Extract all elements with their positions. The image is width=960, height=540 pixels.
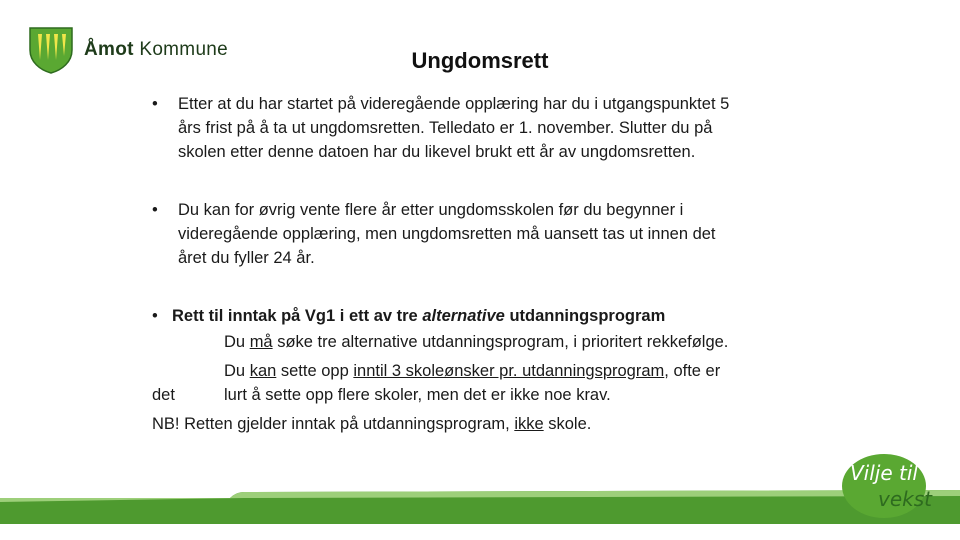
bullet-line: Du kan for øvrig vente flere år etter ungdomsskolen før du begynner i	[178, 201, 684, 219]
bullet3-emphasis: alternative	[422, 307, 505, 325]
detail-line-1	[224, 333, 728, 352]
detail-underline: kan	[249, 362, 277, 380]
detail-line-3a: det	[152, 386, 175, 404]
footer-wave	[0, 490, 960, 524]
bullet-line: året du fyller 24 år.	[178, 249, 315, 267]
detail-line-3b: lurt å sette opp flere skoler, men det er ikke noe krav.	[224, 386, 611, 404]
badge-text-line2: vekst	[878, 487, 932, 511]
bullet-line: skolen etter denne datoen har du likevel brukt ett år av ungdomsretten.	[178, 143, 696, 161]
vilje-til-vekst-badge	[840, 450, 950, 527]
detail-text: Du	[224, 333, 250, 351]
detail-text: skole.	[543, 415, 592, 433]
detail-underline: inntil 3 skoleønsker pr. utdanningsprogram	[353, 362, 665, 380]
bullet-item	[152, 198, 716, 270]
bullet-dot: •	[152, 201, 158, 219]
bullet-dot: •	[152, 307, 158, 325]
bullet-item	[152, 92, 729, 164]
detail-text: sette opp	[276, 362, 354, 380]
detail-text: , ofte er	[664, 362, 721, 380]
detail-text: Du	[224, 362, 250, 380]
slogan-badge-icon	[840, 450, 950, 522]
logo-name-bold: Åmot	[84, 39, 134, 60]
page-title: Ungdomsrett	[411, 48, 549, 73]
bullet3-text-before: Rett til inntak på Vg1 i ett av tre	[172, 307, 423, 325]
detail-underline: ikke	[514, 415, 544, 433]
bullet3-text-after: utdanningsprogram	[504, 307, 666, 325]
badge-text-line1: Vilje til	[850, 461, 918, 485]
bullet-line: års frist på å ta ut ungdomsretten. Telledato er 1. november. Slutter du på	[178, 119, 713, 137]
bullet-item-heading	[152, 304, 665, 328]
detail-text: søke tre alternative utdanningsprogram, i prioritert rekkefølge.	[272, 333, 729, 351]
detail-text: NB! Retten gjelder inntak på utdanningsprogram,	[152, 415, 515, 433]
logo-name-light: Kommune	[139, 39, 229, 60]
bullet-line: videregående opplæring, men ungdomsretten må uansett tas ut innen det	[178, 225, 716, 243]
bullet-dot: •	[152, 95, 158, 113]
detail-line-2	[224, 362, 720, 381]
detail-underline: må	[249, 333, 273, 351]
detail-line-4	[152, 415, 591, 434]
bullet-line: Etter at du har startet på videregående opplæring har du i utgangspunktet 5	[178, 95, 730, 113]
